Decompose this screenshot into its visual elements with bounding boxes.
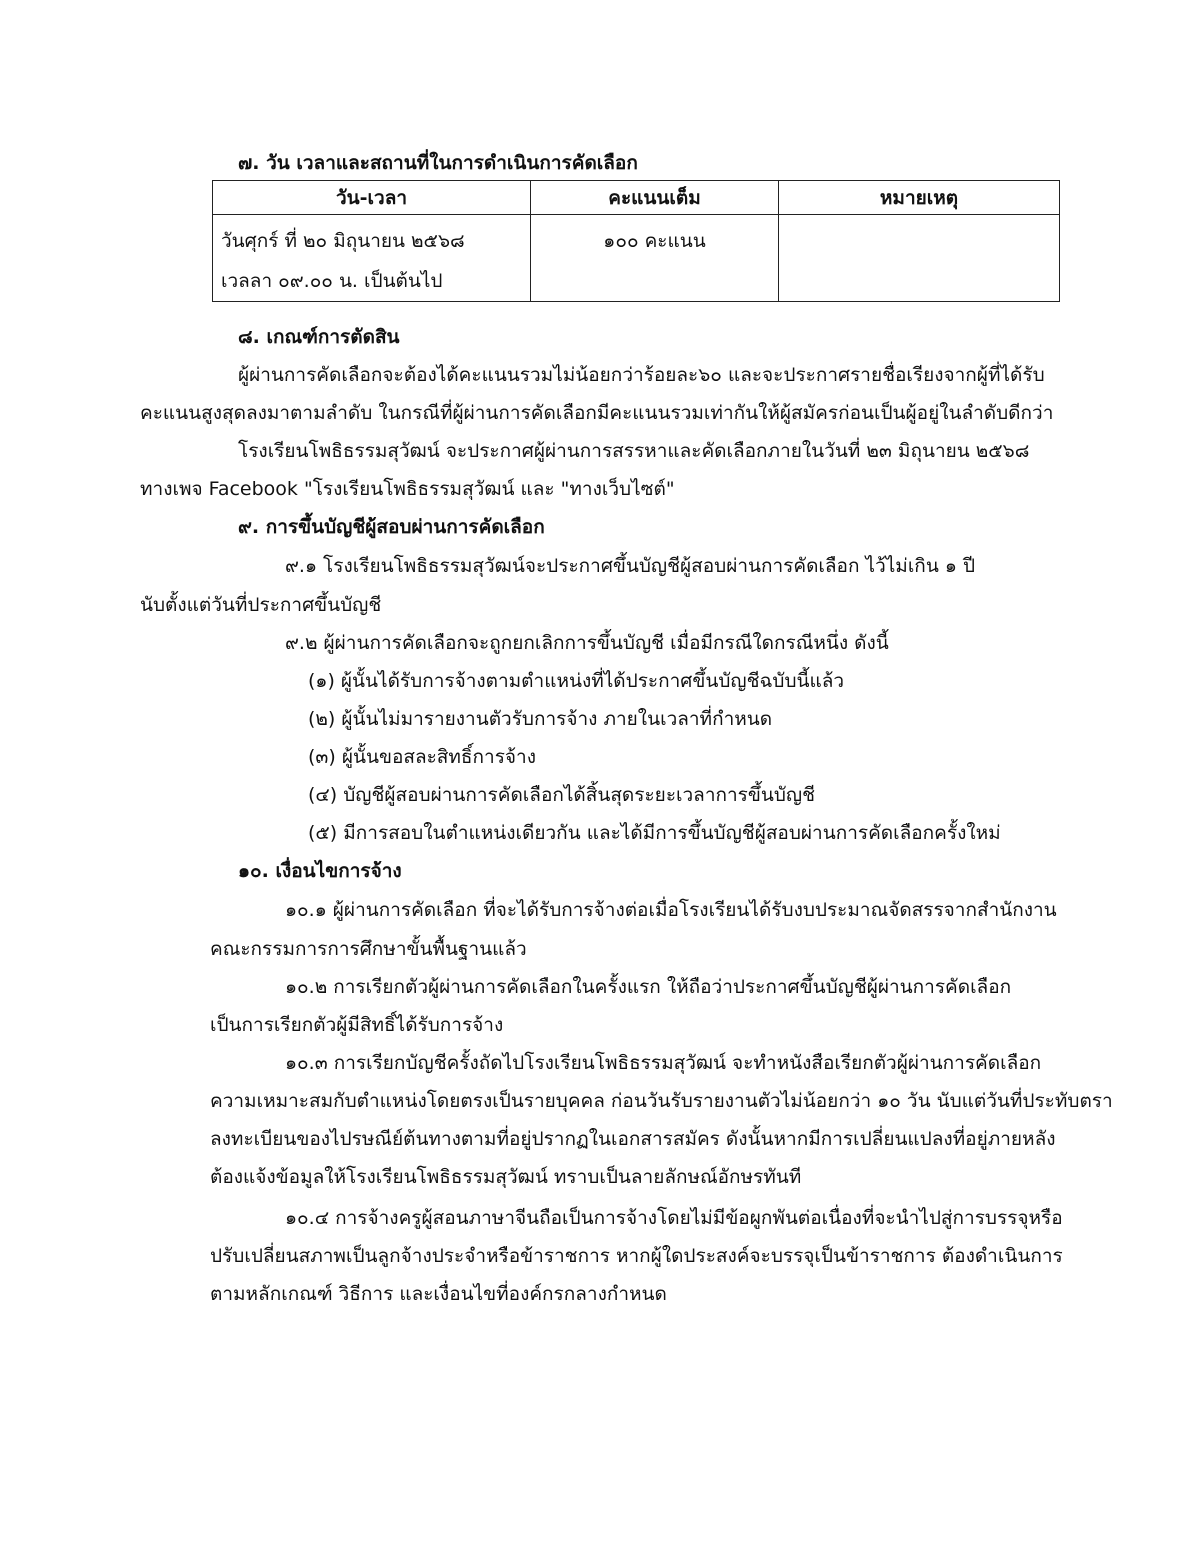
datetime-line-1: วันศุกร์ ที่ ๒๐ มิถุนายน ๒๕๖๘	[221, 230, 465, 252]
section-8-paragraph-1-line-1: ผู้ผ่านการคัดเลือกจะต้องได้คะแนนรวมไม่น้อยกว่าร้อยละ๖๐ และจะประกาศรายชื่อเรียงจากผู้ที่ได้รับ	[238, 364, 1045, 386]
datetime-line-2: เวลลา ๐๙.๐๐ น. เป็นต้นไป	[221, 270, 443, 292]
header-remark: หมายเหตุ	[779, 181, 1060, 215]
section-10-3-line-3: ลงทะเบียนของไปรษณีย์ต้นทางตามที่อยู่ปรากฏในเอกสารสมัคร ดังนั้นหากมีการเปลี่ยนแปลงที่อยู่ภายหลัง	[210, 1128, 1056, 1150]
section-10-3-line-1: ๑๐.๓ การเรียกบัญชีครั้งถัดไปโรงเรียนโพธิธรรมสุวัฒน์ จะทำหนังสือเรียกตัวผู้ผ่านการคัดเลือก	[285, 1052, 1042, 1074]
score-cell: ๑๐๐ คะแนน	[531, 215, 779, 302]
section-10-3-line-2: ความเหมาะสมกับตำแหน่งโดยตรงเป็นรายบุคคล ก่อนวันรับรายงานตัวไม่น้อยกว่า ๑๐ วัน นับแต่วันที่ประทับตรา	[210, 1090, 1113, 1112]
schedule-table	[212, 180, 1060, 302]
section-9-heading: ๙. การขึ้นบัญชีผู้สอบผ่านการคัดเลือก	[238, 516, 545, 538]
header-full-score: คะแนนเต็ม	[531, 181, 779, 215]
list-item: (๕) มีการสอบในตำแหน่งเดียวกัน และได้มีการขึ้นบัญชีผู้สอบผ่านการคัดเลือกครั้งใหม่	[308, 822, 1001, 844]
header-datetime: วัน-เวลา	[213, 181, 531, 215]
section-8-heading: ๘. เกณฑ์การตัดสิน	[238, 326, 400, 348]
section-8-paragraph-1-line-2: คะแนนสูงสุดลงมาตามลำดับ ในกรณีที่ผู้ผ่านการคัดเลือกมีคะแนนรวมเท่ากันให้ผู้สมัครก่อนเป็นผู้อยู่ในลำดับดีกว่า	[140, 402, 1054, 424]
table-row	[213, 215, 1060, 302]
list-item: (๑) ผู้นั้นได้รับการจ้างตามตำแหน่งที่ได้ประกาศขึ้นบัญชีฉบับนี้แล้ว	[308, 670, 845, 692]
section-10-1-line-2: คณะกรรมการการศึกษาขั้นพื้นฐานแล้ว	[210, 938, 527, 960]
datetime-cell	[213, 215, 531, 302]
section-10-4-line-1: ๑๐.๔ การจ้างครูผู้สอนภาษาจีนถือเป็นการจ้างโดยไม่มีข้อผูกพันต่อเนื่องที่จะนำไปสู่การบรรจุหรือ	[285, 1207, 1063, 1229]
section-10-1-line-1: ๑๐.๑ ผู้ผ่านการคัดเลือก ที่จะได้รับการจ้างต่อเมื่อโรงเรียนได้รับงบประมาณจัดสรรจากสำนักงาน	[285, 899, 1057, 921]
list-item: (๓) ผู้นั้นขอสละสิทธิ์การจ้าง	[308, 746, 536, 768]
section-10-heading: ๑๐. เงื่อนไขการจ้าง	[238, 860, 402, 882]
section-9-2: ๙.๒ ผู้ผ่านการคัดเลือกจะถูกยกเลิกการขึ้นบัญชี เมื่อมีกรณีใดกรณีหนึ่ง ดังนี้	[285, 632, 889, 654]
section-9-1-line-1: ๙.๑ โรงเรียนโพธิธรรมสุวัฒน์จะประกาศขึ้นบัญชีผู้สอบผ่านการคัดเลือก ไว้ไม่เกิน ๑ ปี	[285, 555, 976, 577]
schedule-table-header	[213, 181, 1060, 215]
remark-cell	[779, 215, 1060, 302]
list-item: (๔) บัญชีผู้สอบผ่านการคัดเลือกได้สิ้นสุดระยะเวลาการขึ้นบัญชี	[308, 784, 815, 806]
list-item: (๒) ผู้นั้นไม่มารายงานตัวรับการจ้าง ภายในเวลาที่กำหนด	[308, 708, 773, 730]
section-8-paragraph-2-line-1: โรงเรียนโพธิธรรมสุวัฒน์ จะประกาศผู้ผ่านการสรรหาและคัดเลือกภายในวันที่ ๒๓ มิถุนายน ๒๕๖๘	[238, 440, 1030, 462]
section-7-heading: ๗. วัน เวลาและสถานที่ในการดำเนินการคัดเลือก	[238, 152, 638, 174]
section-10-3-line-4: ต้องแจ้งข้อมูลให้โรงเรียนโพธิธรรมสุวัฒน์ ทราบเป็นลายลักษณ์อักษรทันที	[210, 1166, 802, 1188]
section-8-paragraph-2-line-2: ทางเพจ Facebook "โรงเรียนโพธิธรรมสุวัฒน์ และ "ทางเว็บไซต์"	[140, 478, 675, 500]
section-10-2-line-1: ๑๐.๒ การเรียกตัวผู้ผ่านการคัดเลือกในครั้งแรก ให้ถือว่าประกาศขึ้นบัญชีผู้ผ่านการคัดเลือก	[285, 976, 1012, 998]
section-10-2-line-2: เป็นการเรียกตัวผู้มีสิทธิ์ได้รับการจ้าง	[210, 1014, 504, 1036]
section-9-1-line-2: นับตั้งแต่วันที่ประกาศขึ้นบัญชี	[140, 594, 382, 616]
section-10-4-line-2: ปรับเปลี่ยนสภาพเป็นลูกจ้างประจำหรือข้าราชการ หากผู้ใดประสงค์จะบรรจุเป็นข้าราชการ ต้องดำเนินการ	[210, 1245, 1063, 1267]
section-10-4-line-3: ตามหลักเกณฑ์ วิธีการ และเงื่อนไขที่องค์กรกลางกำหนด	[210, 1283, 667, 1305]
